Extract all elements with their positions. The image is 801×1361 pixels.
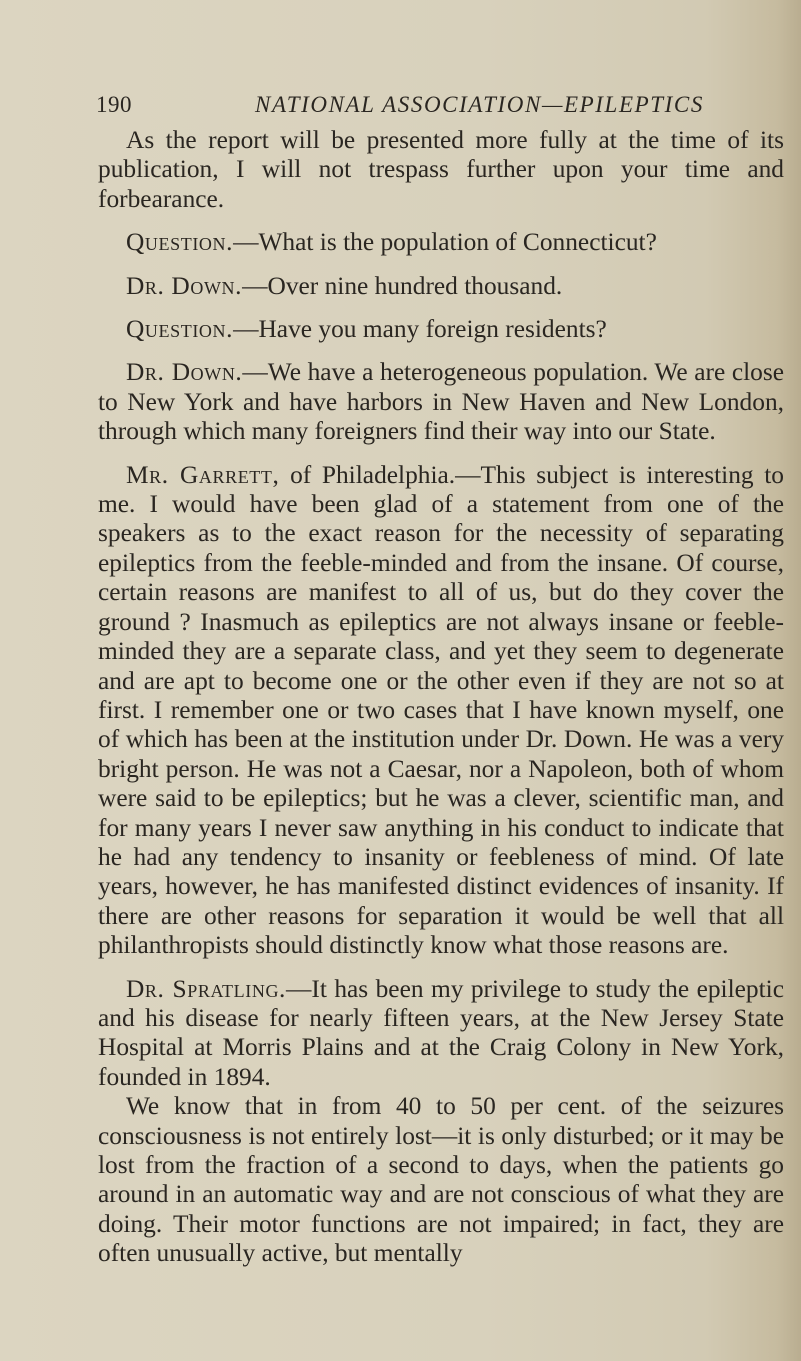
- speaker-label: Dr. Down.: [126, 358, 243, 387]
- paragraph-text: —We have a heterogeneous population. We are close to New York and have harbors in New Haven and New London, through which many foreigners find their way into our State.: [98, 358, 785, 446]
- paragraph-answer-foreign: [98, 358, 784, 446]
- paragraph-text: of Philadelphia.—This subject is interesting to me. I would have been glad of a statement from one of the speakers as to the exact reason for the necessity of separating epileptics from the feeble-minded and from the insane. Of course, certain reasons are manifest to all of us, but do they cover the ground ? Inasmuch as epileptics are not always insane or feeble-minded they are a separate class, and yet they seem to degenerate and are apt to become one or the other even if they are not so at first. I remember one or two cases that I have known myself, one of which has been at the institution under Dr. Down. He was a very bright person. He was not a Caesar, nor a Napoleon, both of whom were said to be epileptics; but he was a clever, scientific man, and for many years I never saw anything in his conduct to indicate that he had any tendency to insanity or feebleness of mind. Of late years, however, he has manifested distinct evidences of insanity. If there are other reasons for separation it would be well that all philanthropists should distinctly know what those reasons are.: [98, 460, 784, 960]
- speaker-label: Question.: [126, 228, 234, 257]
- body-text: [98, 126, 784, 1269]
- page-number: 190: [96, 92, 132, 117]
- paragraph-text: We know that in from 40 to 50 per cent. of the seizures consciousness is not entirely lost—it is only disturbed; or it may be lost from the fraction of a second to days, when the patients go around in an automatic way and are not conscious of what they are doing. Their motor functions are not impaired; in fact, they are often unusually active, but mentally: [98, 1092, 784, 1268]
- running-title: NATIONAL ASSOCIATION—EPILEPTICS: [255, 92, 704, 117]
- paragraph-garrett: [98, 461, 784, 961]
- speaker-label: Mr. Garrett,: [126, 460, 280, 489]
- paragraph-answer-population: [98, 272, 784, 301]
- paragraph-text: —What is the population of Connecticut?: [233, 228, 657, 257]
- paragraph-text: —Have you many foreign residents?: [233, 315, 607, 344]
- speaker-label: Dr. Spratling.: [126, 974, 286, 1003]
- speaker-label: Dr. Down.: [126, 271, 243, 300]
- paragraph-report-intro: [98, 126, 784, 214]
- paragraph-seizures: [98, 1092, 784, 1268]
- paragraph-question-population: [98, 228, 784, 257]
- paragraph-spratling: [98, 975, 784, 1093]
- paragraph-question-foreign: [98, 315, 784, 344]
- paragraph-text: —It has been my privilege to study the epileptic and his disease for nearly fifteen years, at the New Jersey State Hospital at Morris Plains and at the Craig Colony in New York, founded in 1894.: [98, 974, 784, 1091]
- speaker-label: Question.: [126, 315, 234, 344]
- paragraph-text: —Over nine hundred thousand.: [242, 271, 563, 300]
- paragraph-text: As the report will be presented more fully at the time of its publication, I will not trespass further upon your time and forbearance.: [98, 126, 784, 213]
